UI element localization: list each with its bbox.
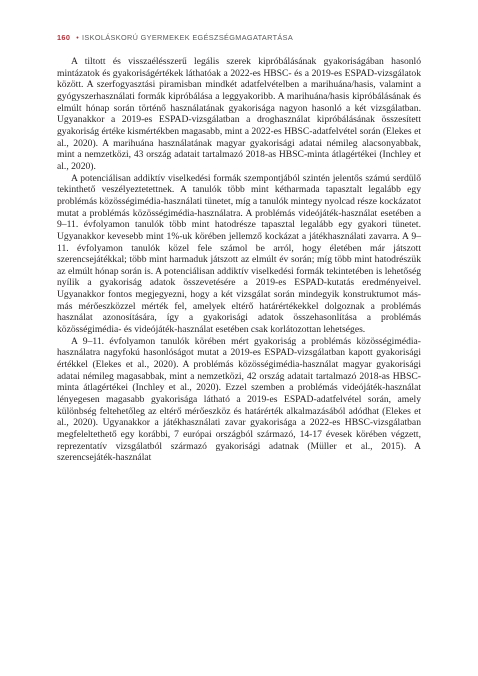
running-header: [57, 33, 293, 42]
running-title: ISKOLÁSKORÚ GYERMEKEK EGÉSZSÉGMAGATARTÁSA: [82, 33, 294, 42]
paragraph-2: A potenciálisan addiktív viselkedési formák szempontjából szintén jelentős számú serdülő tekinthető veszélyeztetettnek. A tanulók több mint kétharmada tapasztalt legalább egy problémás közösségimédia-használati tünetet, míg a tanulók mintegy nyolcad része kockázatot mutat a problémás közösségimédia-használatra. A problémás videójáték-használat esetében a 9–11. évfolyamon tanulók több mint hatodrésze tapasztal legalább egy gyakori tünetet. Ugyanakkor kevesebb mint 1%-uk körében jellemző kockázat a játékhasználati zavarra. A 9–11. évfolyamon tanulók közel fele számol be arról, hogy életében már játszott szerencsejátékkal; több mint harmaduk játszott az elmúlt év során; míg több mint hatodrészük az elmúlt hónap során is. A potenciálisan addiktív viselkedési formák tekintetében is lehetőség nyílik a gyakoriság adatok összevetésére a 2019-es ESPAD-kutatás eredményeivel. Ugyanakkor fontos megjegyezni, hogy a két vizsgálat során mindegyik konstruktumot más-más mérőeszközzel mérték fel, amelyek eltérő határértékekkel dolgoznak a problémás használat azonosítására, így a gyakorisági adatok összehasonlítása a problémás közösségimédia- és videójáték-használat esetében csak korlátozottan lehetséges.: [57, 172, 421, 336]
page-number: 160: [57, 33, 71, 42]
paragraph-1: A tiltott és visszaélésszerű legális szerek kipróbálásának gyakoriságában hasonló mintázatok és gyakoriságértékek láthatóak a 2022-es HBSC- és a 2019-es ESPAD-vizsgálatok között. A szerfogyasztási piramisban mindkét adatfelvételben a marihuána/hasis, valamint a gyógyszerhasználati formák kipróbálása a leggyakoribb. A marihuána/hasis kipróbálásának és elmúlt hónap során történő használatának gyakorisága nagyon hasonló a két vizsgálatban. Ugyanakkor a 2019-es ESPAD-vizsgálatban a droghasználat kipróbálásának összesített gyakoriság értéke kismértékben magasabb, mint a 2022-es HBSC-adatfelvétel során (Elekes et al., 2020). A marihuána használatának magyar gyakorisági adatai némileg alacsonyabbak, mint a nemzetközi, 43 ország adatait tartalmazó 2018-as HBSC-minta átlagértékei (Inchley et al., 2020).: [57, 56, 421, 172]
separator-bullet: •: [76, 35, 80, 42]
body-text: [57, 56, 421, 464]
paragraph-3: A 9–11. évfolyamon tanulók körében mért gyakoriság a problémás közösségimédia-használatra nagyfokú hasonlóságot mutat a 2019-es ESPAD-vizsgálatban kapott gyakorisági értékkel (Elekes et al., 2020). A problémás közösségimédia-használat magyar gyakorisági adatai némileg magasabbak, mint a nemzetközi, 42 ország adatait tartalmazó 2018-as HBSC-minta átlagértékei (Inchley et al., 2020). Ezzel szemben a problémás videójáték-használat lényegesen magasabb gyakorisága látható a 2019-es ESPAD-adatfelvétel során, amely különbség feltehetőleg az eltérő mérőeszköz és határérték alkalmazásából adódhat (Elekes et al., 2020). Ugyanakkor a játékhasználati zavar gyakorisága a 2022-es HBSC-vizsgálatban megfeleltethető egy korábbi, 7 európai országból származó, 14-17 évesek körében végzett, reprezentatív vizsgálatból származó gyakorisági adatnak (Müller et al., 2015). A szerencsejáték-használat: [57, 335, 421, 464]
